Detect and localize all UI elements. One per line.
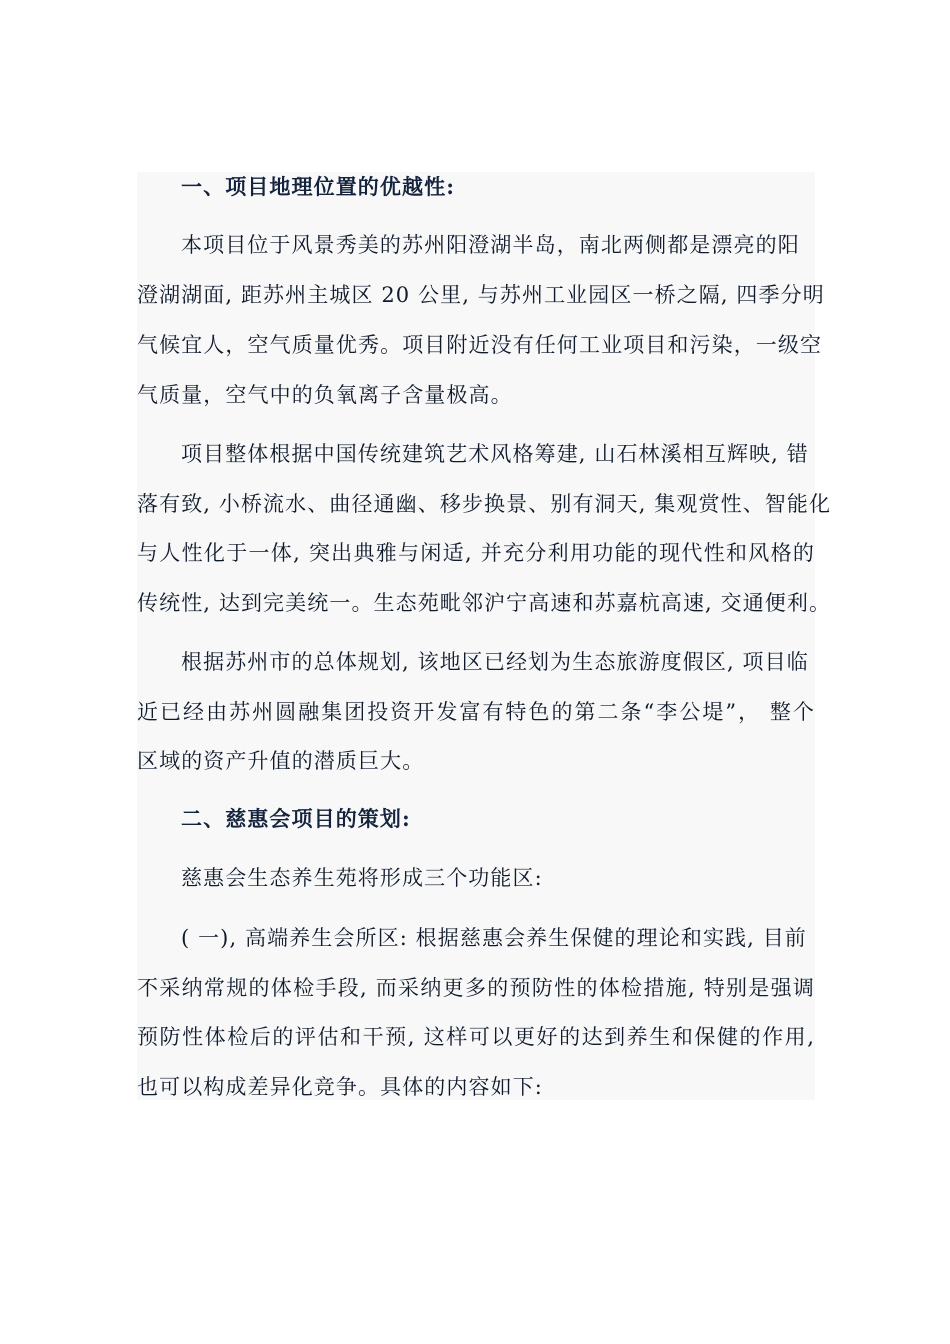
section-1-paragraph-1-line-4: 气质量，空气中的负氧离子含量极高。 [137,383,513,407]
section-1-paragraph-1-line-2: 澄湖湖面, 距苏州主城区 20 公里, 与苏州工业园区一桥之隔, 四季分明 [137,283,825,307]
section-2-paragraph-2-line-2: 不采纳常规的体检手段, 而采纳更多的预防性的体检措施, 特别是强调 [137,976,815,1000]
section-2-paragraph-2-line-1: ( 一), 高端养生会所区: 根据慈惠会养生保健的理论和实践, 目前 [181,926,807,950]
section-2-paragraph-2-line-3: 预防性体检后的评估和干预, 这样可以更好的达到养生和保健的作用, [137,1025,815,1049]
section-1-paragraph-1-line-3: 气候宜人，空气质量优秀。项目附近没有任何工业项目和污染，一级空 [137,333,823,357]
section-2-paragraph-2-line-4: 也可以构成差异化竞争。具体的内容如下: [137,1075,543,1099]
section-2-paragraph-1-line-1: 慈惠会生态养生苑将形成三个功能区: [181,866,543,890]
section-2-heading: 二、慈惠会项目的策划: [181,806,411,831]
section-1-paragraph-2-line-3: 与人性化于一体, 突出典雅与闲适, 并充分利用功能的现代性和风格的 [137,541,815,565]
section-1-paragraph-2-line-4: 传统性, 达到完美统一。生态苑毗邻沪宁高速和苏嘉杭高速, 交通便利。 [137,591,832,615]
section-1-heading: 一、项目地理位置的优越性: [181,174,456,199]
section-1-paragraph-2-line-1: 项目整体根据中国传统建筑艺术风格筹建, 山石林溪相互辉映, 错 [181,442,809,466]
document-body [137,172,832,1100]
section-1-paragraph-3-line-2: 近已经由苏州圆融集团投资开发富有特色的第二条“李公堤”， 整个 [137,700,815,724]
section-1-paragraph-1-line-1: 本项目位于风景秀美的苏州阳澄湖半岛，南北两侧都是漂亮的阳 [181,233,800,257]
section-1-paragraph-3-line-3: 区域的资产升值的潜质巨大。 [137,749,425,773]
section-1-paragraph-2-line-2: 落有致, 小桥流水、曲径通幽、移步换景、别有洞天, 集观赏性、智能化 [137,492,832,516]
section-1-paragraph-3-line-1: 根据苏州市的总体规划, 该地区已经划为生态旅游度假区, 项目临 [181,650,809,674]
